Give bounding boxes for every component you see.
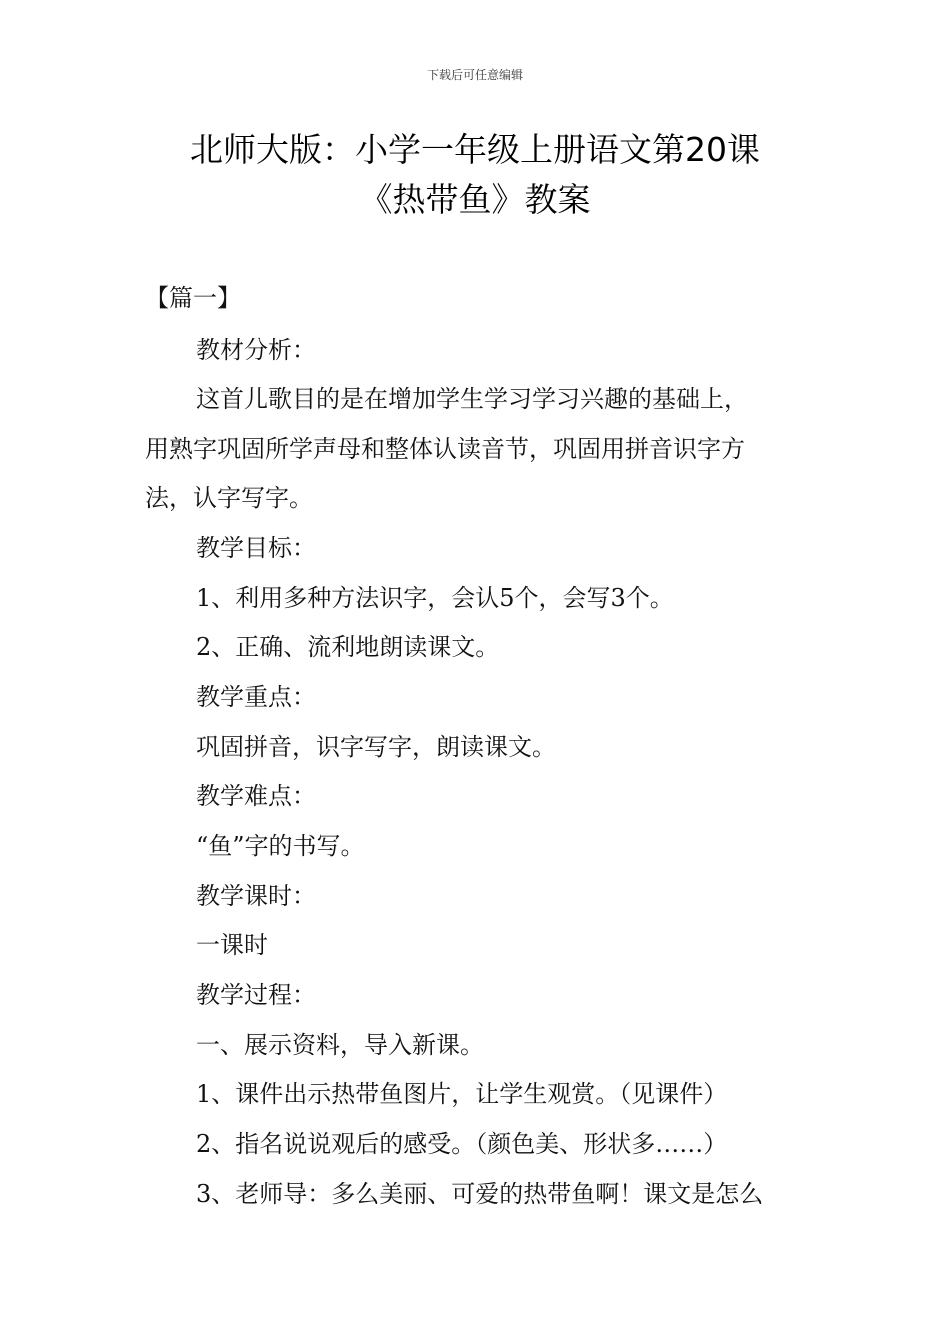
heading-difficulties: 教学难点： (196, 782, 316, 810)
analysis-line-2: 用熟字巩固所学声母和整体认读音节，巩固用拼音识字方 (145, 435, 745, 463)
header-note: 下载后可任意编辑 (426, 68, 523, 82)
process-step-1: 一、展示资料，导入新课。 (196, 1031, 484, 1059)
goal-item-1: 1、利用多种方法识字，会认5个，会写3个。 (196, 584, 674, 612)
heading-teaching-process: 教学过程： (196, 981, 316, 1009)
heading-textbook-analysis: 教材分析： (196, 336, 316, 364)
heading-key-points: 教学重点： (196, 683, 316, 711)
process-item-3: 3、老师导：多么美丽、可爱的热带鱼啊！课文是怎么 (196, 1180, 764, 1208)
process-item-1: 1、课件出示热带鱼图片，让学生观赏。（见课件） (196, 1080, 728, 1108)
process-item-2: 2、指名说说观后的感受。（颜色美、形状多……） (196, 1130, 728, 1158)
analysis-line-1: 这首儿歌目的是在增加学生学习学习兴趣的基础上， (196, 385, 748, 413)
goal-item-2: 2、正确、流利地朗读课文。 (196, 633, 500, 661)
document-title-line-2: 《热带鱼》教案 (359, 180, 591, 219)
heading-teaching-goals: 教学目标： (196, 534, 316, 562)
document-title-line-1: 北师大版：小学一年级上册语文第20课 (190, 130, 760, 169)
heading-class-hours: 教学课时： (196, 882, 316, 910)
section-heading: 【篇一】 (145, 284, 241, 312)
difficulties-text: “鱼”字的书写。 (196, 832, 365, 860)
class-hours-text: 一课时 (196, 931, 268, 959)
key-points-text: 巩固拼音，识字写字，朗读课文。 (196, 733, 556, 761)
analysis-line-3: 法，认字写字。 (145, 484, 313, 512)
